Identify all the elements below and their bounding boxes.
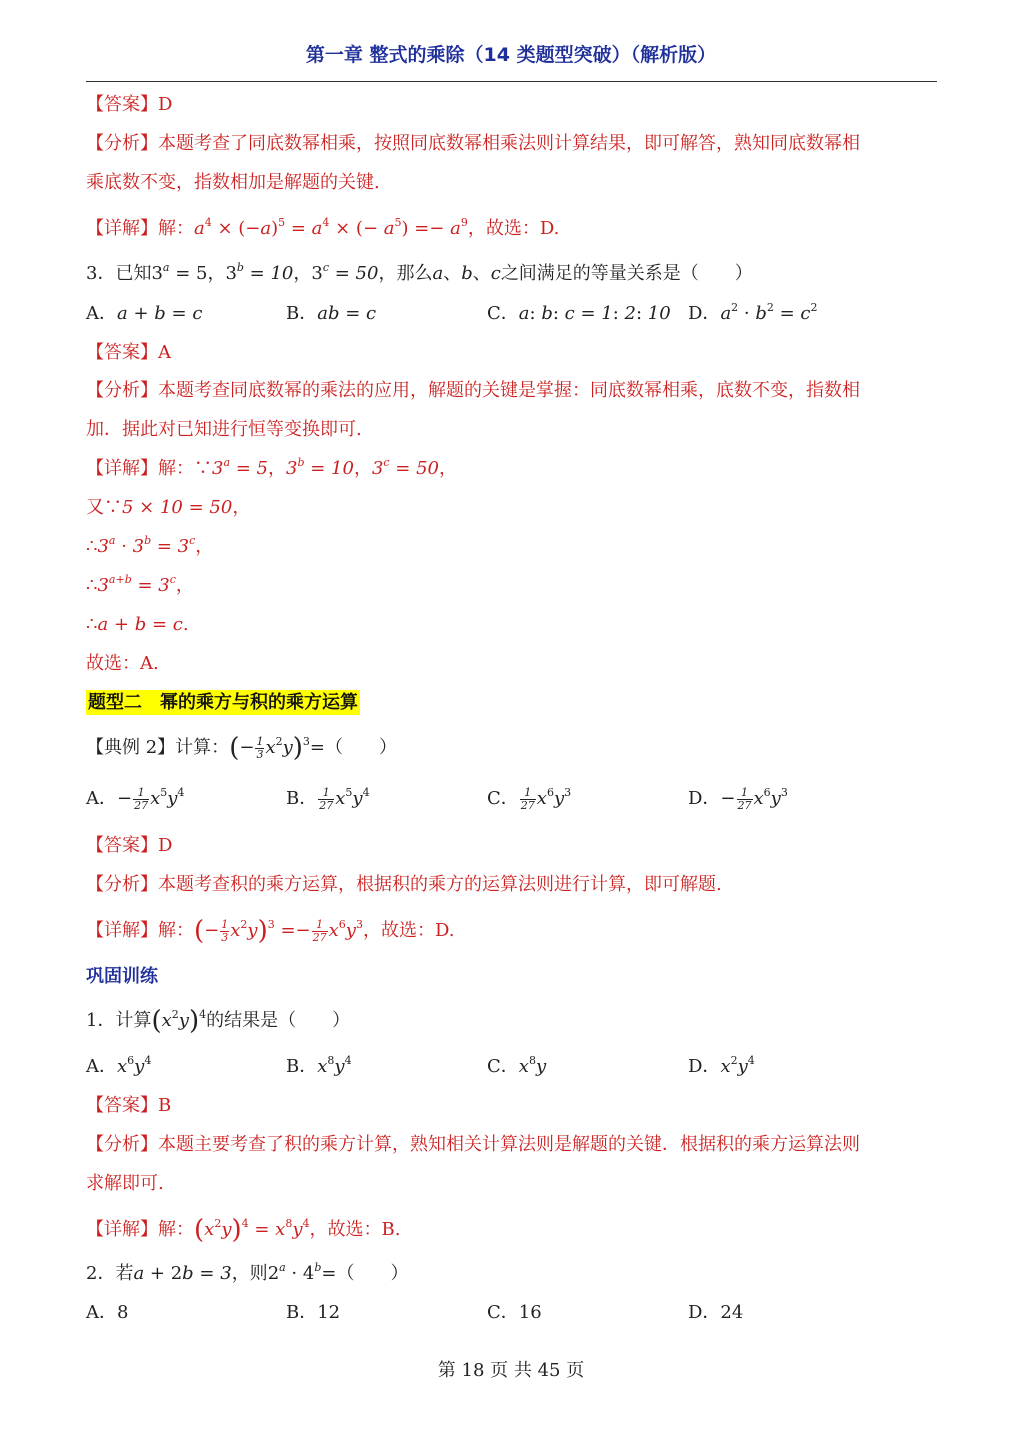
answer-line <box>86 1093 171 1119</box>
answer-label: 【答案】 <box>86 1095 158 1116</box>
detail-line: 【详解】解：$a^4 \times (-a)^5 = a^4$ × (− $a^5) =- a^9$，故选：D. <box>86 216 560 239</box>
option-c-label: C． <box>487 303 519 324</box>
example-2-label: 【典例 2】计算： <box>86 737 230 758</box>
section-heading <box>86 690 360 716</box>
detail-step: 又∵5 × 10 = 50， <box>86 497 251 518</box>
detail-tail: ，故选：D. <box>467 218 560 239</box>
practice-question-1: 1．计算$(x^2y)^4$的结果是（ ） <box>86 1006 351 1036</box>
option-c: C．16 <box>487 1302 542 1323</box>
section-title: 题型二 幂的乘方与积的乘方运算 <box>88 692 358 713</box>
option-d: D．− $\frac{1}{27}$ $x^6y^3$ <box>688 785 788 812</box>
answer-line <box>86 92 172 118</box>
option-d-label: D． <box>688 303 721 324</box>
solve-label: 解： <box>158 920 194 941</box>
detail-tail: ，故选：D. <box>362 920 455 941</box>
answer-value: D <box>158 94 173 115</box>
analysis-line <box>86 1132 860 1158</box>
solve-label: 解： <box>158 218 194 239</box>
practice-title: 巩固训练 <box>86 966 158 987</box>
option-a: A．$x^6y^4$ <box>86 1054 152 1077</box>
practice-question-2: 2．若a + 2b = 3，则$2^a \cdot 4^b=$（ ） <box>86 1261 409 1284</box>
detail-step: $\therefore 3^{a+b} = 3^c$， <box>86 573 194 596</box>
analysis-text: 本题考查积的乘方运算，根据积的乘方的运算法则进行计算，即可解题. <box>158 874 722 895</box>
question-3-mid: ，那么 <box>378 263 433 284</box>
detail-label: 【详解】 <box>86 218 158 239</box>
solve-label: 解： <box>158 458 194 479</box>
option-b: B． $\frac{1}{27}$ $x^5y^4$ <box>286 785 370 812</box>
analysis-label: 【分析】 <box>86 1134 158 1155</box>
analysis-line <box>86 131 860 157</box>
option-d: D．24 <box>688 1302 744 1323</box>
practice-1-number: 1．计算 <box>86 1010 152 1031</box>
question-3-number: 3．已知 <box>86 263 152 284</box>
option-a: A．8 <box>86 1302 129 1323</box>
step-prefix: 又∵ <box>86 497 122 518</box>
analysis-text: 本题主要考查了积的乘方计算，熟知相关计算法则是解题的关键．根据积的乘方运算法则 <box>158 1134 860 1155</box>
analysis-line <box>86 872 722 898</box>
practice-2-mid: ，则 <box>231 1263 268 1284</box>
practice-1-tail: 的结果是（ ） <box>206 1010 351 1031</box>
example-2-tail: =（ ） <box>309 737 398 758</box>
detail-label: 【详解】 <box>86 1219 158 1240</box>
detail-label: 【详解】 <box>86 920 158 941</box>
answer-value: B <box>158 1095 172 1116</box>
option-c: C．a: b: c = 1: 2: 10 <box>487 303 671 324</box>
option-b-label: B． <box>286 303 318 324</box>
option-d: D．$x^2y^4$ <box>688 1054 755 1077</box>
option-b: B．ab = c <box>286 303 377 324</box>
analysis-text: 本题考查了同底数幂相乘，按照同底数幂相乘法则计算结果，即可解答，熟知同底数幂相 <box>158 133 860 154</box>
analysis-text: 本题考查同底数幂的乘法的应用，解题的关键是掌握：同底数幂相乘，底数不变，指数相 <box>158 380 860 401</box>
analysis-line-cont: 乘底数不变，指数相加是解题的关键. <box>86 172 380 193</box>
example-2: 【典例 2】计算：(− $\frac{1}{3}$ $x^2y)^3=$（ ） <box>86 733 398 763</box>
detail-line: 【详解】解：(− $\frac{1}{3}$ $x^2y)^3$ =− $\frac{1}{27}$ $x^6y^3$，故选：D. <box>86 916 455 946</box>
analysis-label: 【分析】 <box>86 133 158 154</box>
analysis-line-cont: 求解即可. <box>86 1173 164 1194</box>
answer-line <box>86 340 171 366</box>
practice-2-number: 2．若 <box>86 1263 134 1284</box>
detail-step: $\therefore 3^a \cdot 3^b = 3^c$， <box>86 534 214 557</box>
practice-heading <box>86 964 158 990</box>
answer-line <box>86 833 172 859</box>
analysis-line <box>86 378 860 404</box>
option-a-label: A． <box>86 303 117 324</box>
question-3: 3．已知$3^a = 5$，$3^b = 10$，$3^c = 50$，那么a、b、c之间满足的等量关系是（ ） <box>86 261 753 284</box>
option-a: A．a + b = c <box>86 303 203 324</box>
analysis-label: 【分析】 <box>86 874 158 895</box>
option-a: A．− $\frac{1}{27}$ $x^5y^4$ <box>86 785 185 812</box>
detail-label: 【详解】 <box>86 458 158 479</box>
answer-label: 【答案】 <box>86 342 158 363</box>
detail-tail: ，故选：B. <box>309 1219 401 1240</box>
choice-line: 故选：A. <box>86 653 159 674</box>
option-c: C．$x^8y$ <box>487 1054 547 1077</box>
option-b: B．$x^8y^4$ <box>286 1054 352 1077</box>
detail-line: 【详解】解：$\because 3^a = 5$，$3^b = 10$，$3^c = 50$， <box>86 456 457 479</box>
solve-label: 解： <box>158 1219 194 1240</box>
option-c: C． $\frac{1}{27}$ $x^6y^3$ <box>487 785 572 812</box>
detail-step: ∴a + b = c. <box>86 614 189 635</box>
option-b: B．12 <box>286 1302 341 1323</box>
practice-2-tail: =（ ） <box>321 1263 409 1284</box>
analysis-label: 【分析】 <box>86 380 158 401</box>
question-3-tail: 之间满足的等量关系是（ ） <box>500 263 753 284</box>
header-divider <box>86 81 937 82</box>
option-d: D．$a^2 \cdot b^2 = c^2$ <box>688 301 818 324</box>
detail-line: 【详解】解：$(x^2y)^4 = x^8y^4$，故选：B. <box>86 1215 401 1245</box>
analysis-line-cont: 加．据此对已知进行恒等变换即可. <box>86 419 362 440</box>
answer-value: A <box>158 342 171 363</box>
page-header-title: 第一章 整式的乘除（14 类题型突破）（解析版） <box>305 44 717 66</box>
answer-label: 【答案】 <box>86 835 158 856</box>
answer-value: D <box>158 835 173 856</box>
page-footer: 第 18 页 共 45 页 <box>437 1360 585 1381</box>
answer-label: 【答案】 <box>86 94 158 115</box>
